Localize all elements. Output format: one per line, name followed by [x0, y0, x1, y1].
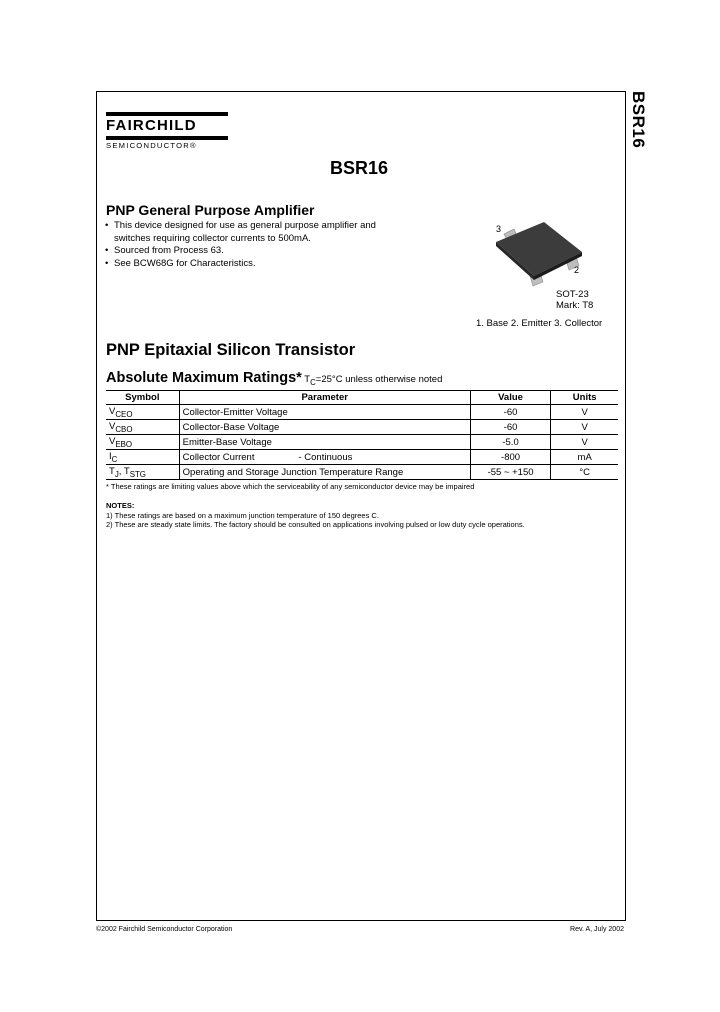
symbol-cell: $T_J$, $T_{STG}$: [106, 465, 179, 480]
package-info: [556, 289, 593, 311]
ratings-condition: $T_C=25^\circ C$ unless otherwise noted: [301, 374, 443, 387]
table-row: [106, 465, 618, 480]
feature-item: • See BCW68G for Characteristics.: [104, 258, 394, 271]
table-row: [106, 405, 618, 420]
unit-cell: °C: [551, 465, 618, 480]
ratings-heading: [106, 369, 442, 387]
value-cell: -60: [470, 405, 551, 420]
amplifier-heading: PNP General Purpose Amplifier: [106, 202, 315, 218]
ratings-title: Absolute Maximum Ratings*: [106, 370, 302, 386]
table-row: [106, 450, 618, 465]
part-number: BSR16: [330, 158, 389, 178]
ratings-table: [106, 390, 618, 480]
feature-list: [104, 220, 394, 270]
parameter-cell: Collector-Base Voltage: [179, 420, 470, 435]
parameter-cell: Collector Current - Continuous: [179, 450, 470, 465]
side-part-title: BSR16: [629, 91, 648, 149]
unit-cell: V: [551, 435, 618, 450]
parameter-cell: Collector-Emitter Voltage: [179, 405, 470, 420]
table-row: [106, 435, 618, 450]
symbol-cell: $V_{CBO}$: [106, 420, 179, 435]
notes-block: [106, 501, 525, 530]
note-item: 2) These are steady state limits. The factory should be consulted on applications involving pulsed or low duty cycle operations.: [106, 520, 525, 529]
note-item: 1) These ratings are based on a maximum junction temperature of 150 degrees C.: [106, 510, 379, 520]
package-name: SOT-23: [556, 289, 589, 300]
logo-name: FAIRCHILD: [106, 117, 197, 134]
unit-cell: V: [551, 420, 618, 435]
parameter-cell: Emitter-Base Voltage: [179, 435, 470, 450]
unit-cell: mA: [551, 450, 618, 465]
value-cell: -60: [470, 420, 551, 435]
symbol-cell: $V_{EBO}$: [106, 435, 179, 450]
table-header-row: [106, 391, 618, 405]
value-cell: -5.0: [470, 435, 551, 450]
logo-bottom-bar: [106, 136, 228, 140]
symbol-cell: $I_C$: [106, 450, 179, 465]
parameter-cell: Operating and Storage Junction Temperature Range: [179, 465, 470, 480]
value-cell: -800: [470, 450, 551, 465]
value-cell: -55 ~ +150: [470, 465, 551, 480]
table-row: [106, 420, 618, 435]
symbol-cell: $V_{CEO}$: [106, 405, 179, 420]
col-symbol: Symbol: [106, 391, 179, 405]
col-parameter: Parameter: [179, 391, 470, 405]
footer-revision: Rev. A, July 2002: [570, 926, 624, 933]
fairchild-logo: [106, 112, 228, 150]
pin-2-label: 2: [574, 265, 580, 275]
sot23-package-icon: [488, 218, 598, 300]
col-units: Units: [551, 391, 618, 405]
transistor-heading: PNP Epitaxial Silicon Transistor: [106, 341, 356, 359]
footer-copyright: ©2002 Fairchild Semiconductor Corporation: [96, 926, 233, 933]
pin-3-label: 3: [496, 224, 502, 234]
notes-heading: NOTES:: [106, 501, 135, 510]
col-value: Value: [470, 391, 551, 405]
ratings-footnote: * These ratings are limiting values above which the serviceability of any semiconductor device may be impaired: [106, 482, 475, 491]
logo-top-bar: [106, 112, 228, 116]
unit-cell: V: [551, 405, 618, 420]
logo-subtitle: SEMICONDUCTOR®: [106, 141, 197, 150]
pinout-description: 1. Base 2. Emitter 3. Collector: [476, 318, 603, 329]
feature-item: • Sourced from Process 63.: [104, 245, 394, 258]
feature-item: • This device designed for use as general purpose amplifier and switches requiring collector currents to 500mA.: [104, 220, 394, 245]
package-mark: Mark: T8: [556, 300, 594, 311]
